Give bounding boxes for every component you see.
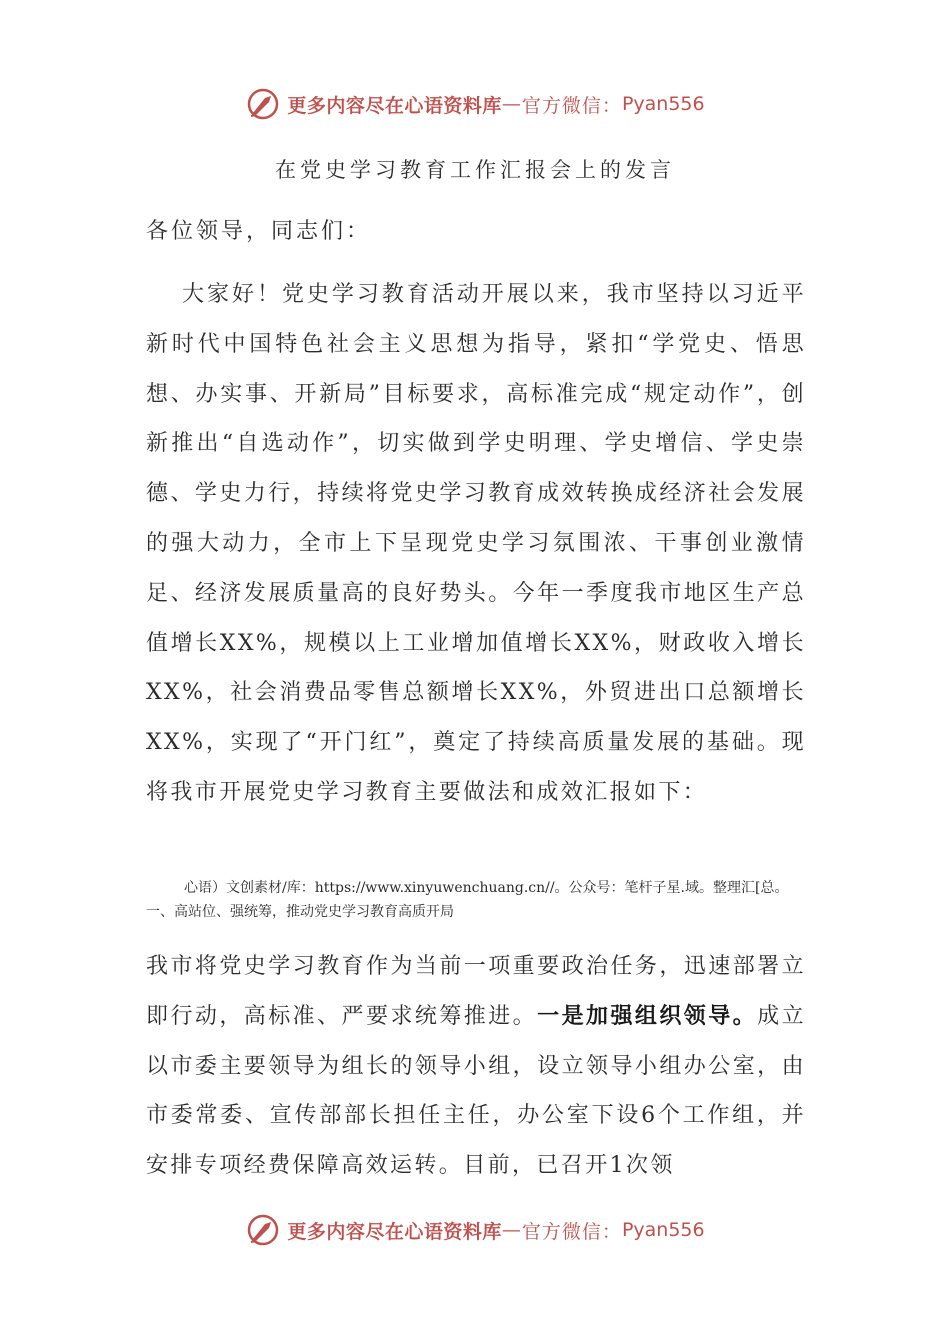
banner-wechat-id: Pyan556	[621, 93, 705, 115]
banner-sub-text: 官方微信：	[521, 1220, 622, 1243]
banner-dash: —	[501, 1219, 522, 1241]
document-title: 在党史学习教育工作汇报会上的发言	[275, 158, 675, 182]
watermark-banner-bottom	[0, 1210, 950, 1250]
watermark-banner-top	[0, 84, 950, 124]
pen-nib-logo-icon	[245, 86, 281, 122]
banner-main-text: 更多内容尽在心语资料库	[287, 1220, 502, 1243]
paragraph-section-one	[146, 942, 806, 1191]
salutation: 各位领导，同志们：	[146, 219, 372, 244]
paragraph-section-one-bold-heading: 一是加强组织领导。	[537, 1002, 758, 1029]
banner-dash: —	[501, 93, 522, 115]
paragraph-section-one-body: 成立以市委主要领导为组长的领导小组，设立领导小组办公室，由市委常委、宣传部部长担任主任，办公室下设6个工作组，并安排专项经费保障高效运转。目前，已召开1次领	[146, 1003, 806, 1179]
banner-sub-text: 官方微信：	[521, 94, 622, 117]
banner-main-text: 更多内容尽在心语资料库	[287, 94, 502, 117]
banner-wechat-id: Pyan556	[621, 1219, 705, 1241]
source-note: 心语）文创素材/库：https://www.xinyuwenchuang.cn//。公众号：笔杆子星.域。整理汇[总。一、高站位、强统筹，推动党史学习教育高质开局	[146, 880, 789, 920]
paragraph-intro: 大家好！党史学习教育活动开展以来，我市坚持以习近平新时代中国特色社会主义思想为指导，紧扣“学党史、悟思想、办实事、开新局”目标要求，高标准完成“规定动作”，创新推出“自选动作”，切实做到学史明理、学史增信、学史崇德、学史力行，持续将党史学习教育成效转换成经济社会发展的强大动力，全市上下呈现党史学习氛围浓、干事创业激情足、经济发展质量高的良好势头。今年一季度我市地区生产总值增长XX%，规模以上工业增加值增长XX%，财政收入增长XX%，社会消费品零售总额增长XX%，外贸进出口总额增长XX%，实现了“开门红”，奠定了持续高质量发展的基础。现将我市开展党史学习教育主要做法和成效汇报如下：	[146, 282, 806, 805]
pen-nib-logo-icon	[245, 1212, 281, 1248]
paragraph-section-one-lead: 我市将党史学习教育作为当前一项重要政治任务，迅速部署立即行动，高标准、严要求统筹推进。	[146, 954, 806, 1029]
